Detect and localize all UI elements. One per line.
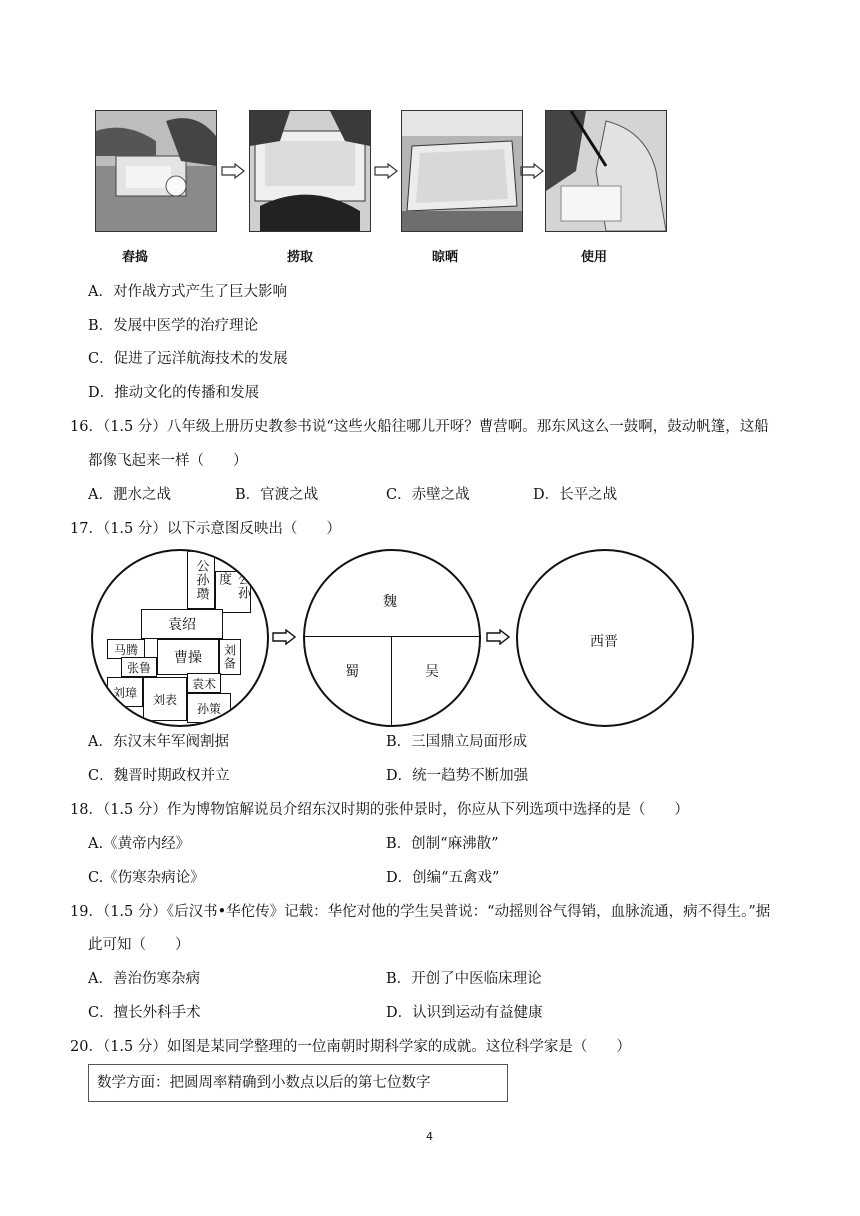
arrow-right-icon (374, 163, 398, 179)
q18-option-d: D．创编“五禽戏” (386, 870, 500, 886)
q18-option-c: C.《伤寒杂病论》 (88, 870, 205, 886)
label-cao-cao: 曹操 (157, 639, 219, 675)
q17-option-b: B．三国鼎立局面形成 (386, 734, 528, 750)
label-sun-ce: 孙策 (187, 693, 231, 723)
q20-stem: 20．（1.5 分）如图是某同学整理的一位南朝时期科学家的成就。这位科学家是（ ） (70, 1039, 631, 1055)
q17-option-c: C．魏晋时期政权并立 (88, 768, 230, 784)
q16-stem-line2: 都像飞起来一样（ ） (88, 453, 248, 469)
arrow-right-icon (486, 629, 510, 645)
label-drying: 晾晒 (432, 250, 459, 265)
map-western-jin (516, 549, 694, 727)
label-gongsun-du: 公孙度 (215, 571, 251, 613)
photo-using (545, 110, 667, 232)
q19-option-c: C．擅长外科手术 (88, 1005, 201, 1021)
label-scooping: 捞取 (287, 250, 314, 265)
label-zhang-lu: 张鲁 (121, 657, 157, 677)
label-shu: 蜀 (345, 664, 359, 680)
q19-option-a: A．善治伤寒杂病 (88, 971, 200, 987)
q17-option-a: A．东汉末年军阀割据 (88, 734, 229, 750)
arrow-right-icon (520, 163, 544, 179)
label-xijin: 西晋 (590, 634, 618, 650)
label-using: 使用 (581, 250, 608, 265)
label-ma-teng: 马腾 (107, 639, 145, 659)
q16-option-b: B．官渡之战 (235, 487, 319, 503)
q16-option-a: A．淝水之战 (88, 487, 171, 503)
label-liu-biao: 刘表 (143, 677, 187, 721)
q19-stem-line1: 19．（1.5 分）《后汉书•华佗传》记载：华佗对他的学生吴普说：“动摇则谷气得销，血脉流通，病不得生。”据 (70, 904, 771, 920)
arrow-right-icon (272, 629, 296, 645)
map-three-kingdoms (303, 549, 481, 727)
label-gongsun-zan: 公孙瓒 (187, 551, 215, 609)
label-wei: 魏 (383, 594, 397, 610)
arrow-right-icon (221, 163, 245, 179)
photo-scooping (249, 110, 371, 232)
q15-option-c: C．促进了远洋航海技术的发展 (88, 351, 288, 367)
q18-option-b: B．创制“麻沸散” (386, 836, 499, 852)
label-pounding: 舂捣 (122, 250, 149, 265)
q19-option-b: B．开创了中医临床理论 (386, 971, 542, 987)
label-liu-zhang: 刘璋 (107, 677, 143, 707)
map-warlords (91, 549, 269, 727)
q19-stem-line2: 此可知（ ） (88, 937, 190, 953)
q16-stem-line1: 16．（1.5 分）八年级上册历史教参书说“这些火船往哪儿开呀？曹营啊。那东风这么一鼓啊，鼓动帆篷，这船 (70, 419, 769, 435)
label-wu: 吴 (425, 664, 439, 680)
label-yuan-shao: 袁绍 (141, 609, 223, 639)
q16-option-c: C．赤壁之战 (386, 487, 470, 503)
q15-option-a: A．对作战方式产生了巨大影响 (88, 284, 287, 300)
q18-option-a: A.《黄帝内经》 (88, 836, 191, 852)
q16-option-d: D．长平之战 (533, 487, 618, 503)
q17-option-d: D．统一趋势不断加强 (386, 768, 529, 784)
page-number: 4 (426, 1130, 433, 1143)
q15-option-b: B．发展中医学的治疗理论 (88, 318, 259, 334)
border-line (305, 636, 479, 637)
border-line (391, 636, 392, 726)
label-yuan-shu: 袁术 (187, 673, 221, 693)
q18-stem: 18．（1.5 分）作为博物馆解说员介绍东汉时期的张仲景时，你应从下列选项中选择的是（ ） (70, 802, 689, 818)
q20-box-text: 数学方面：把圆周率精确到小数点以后的第七位数字 (97, 1075, 431, 1091)
q20-info-box (88, 1064, 508, 1102)
q17-stem: 17．（1.5 分）以下示意图反映出（ ） (70, 521, 341, 537)
q19-option-d: D．认识到运动有益健康 (386, 1005, 543, 1021)
label-liu-bei: 刘备 (219, 639, 241, 675)
photo-pounding (95, 110, 217, 232)
q15-option-d: D．推动文化的传播和发展 (88, 385, 260, 401)
photo-drying (401, 110, 523, 232)
